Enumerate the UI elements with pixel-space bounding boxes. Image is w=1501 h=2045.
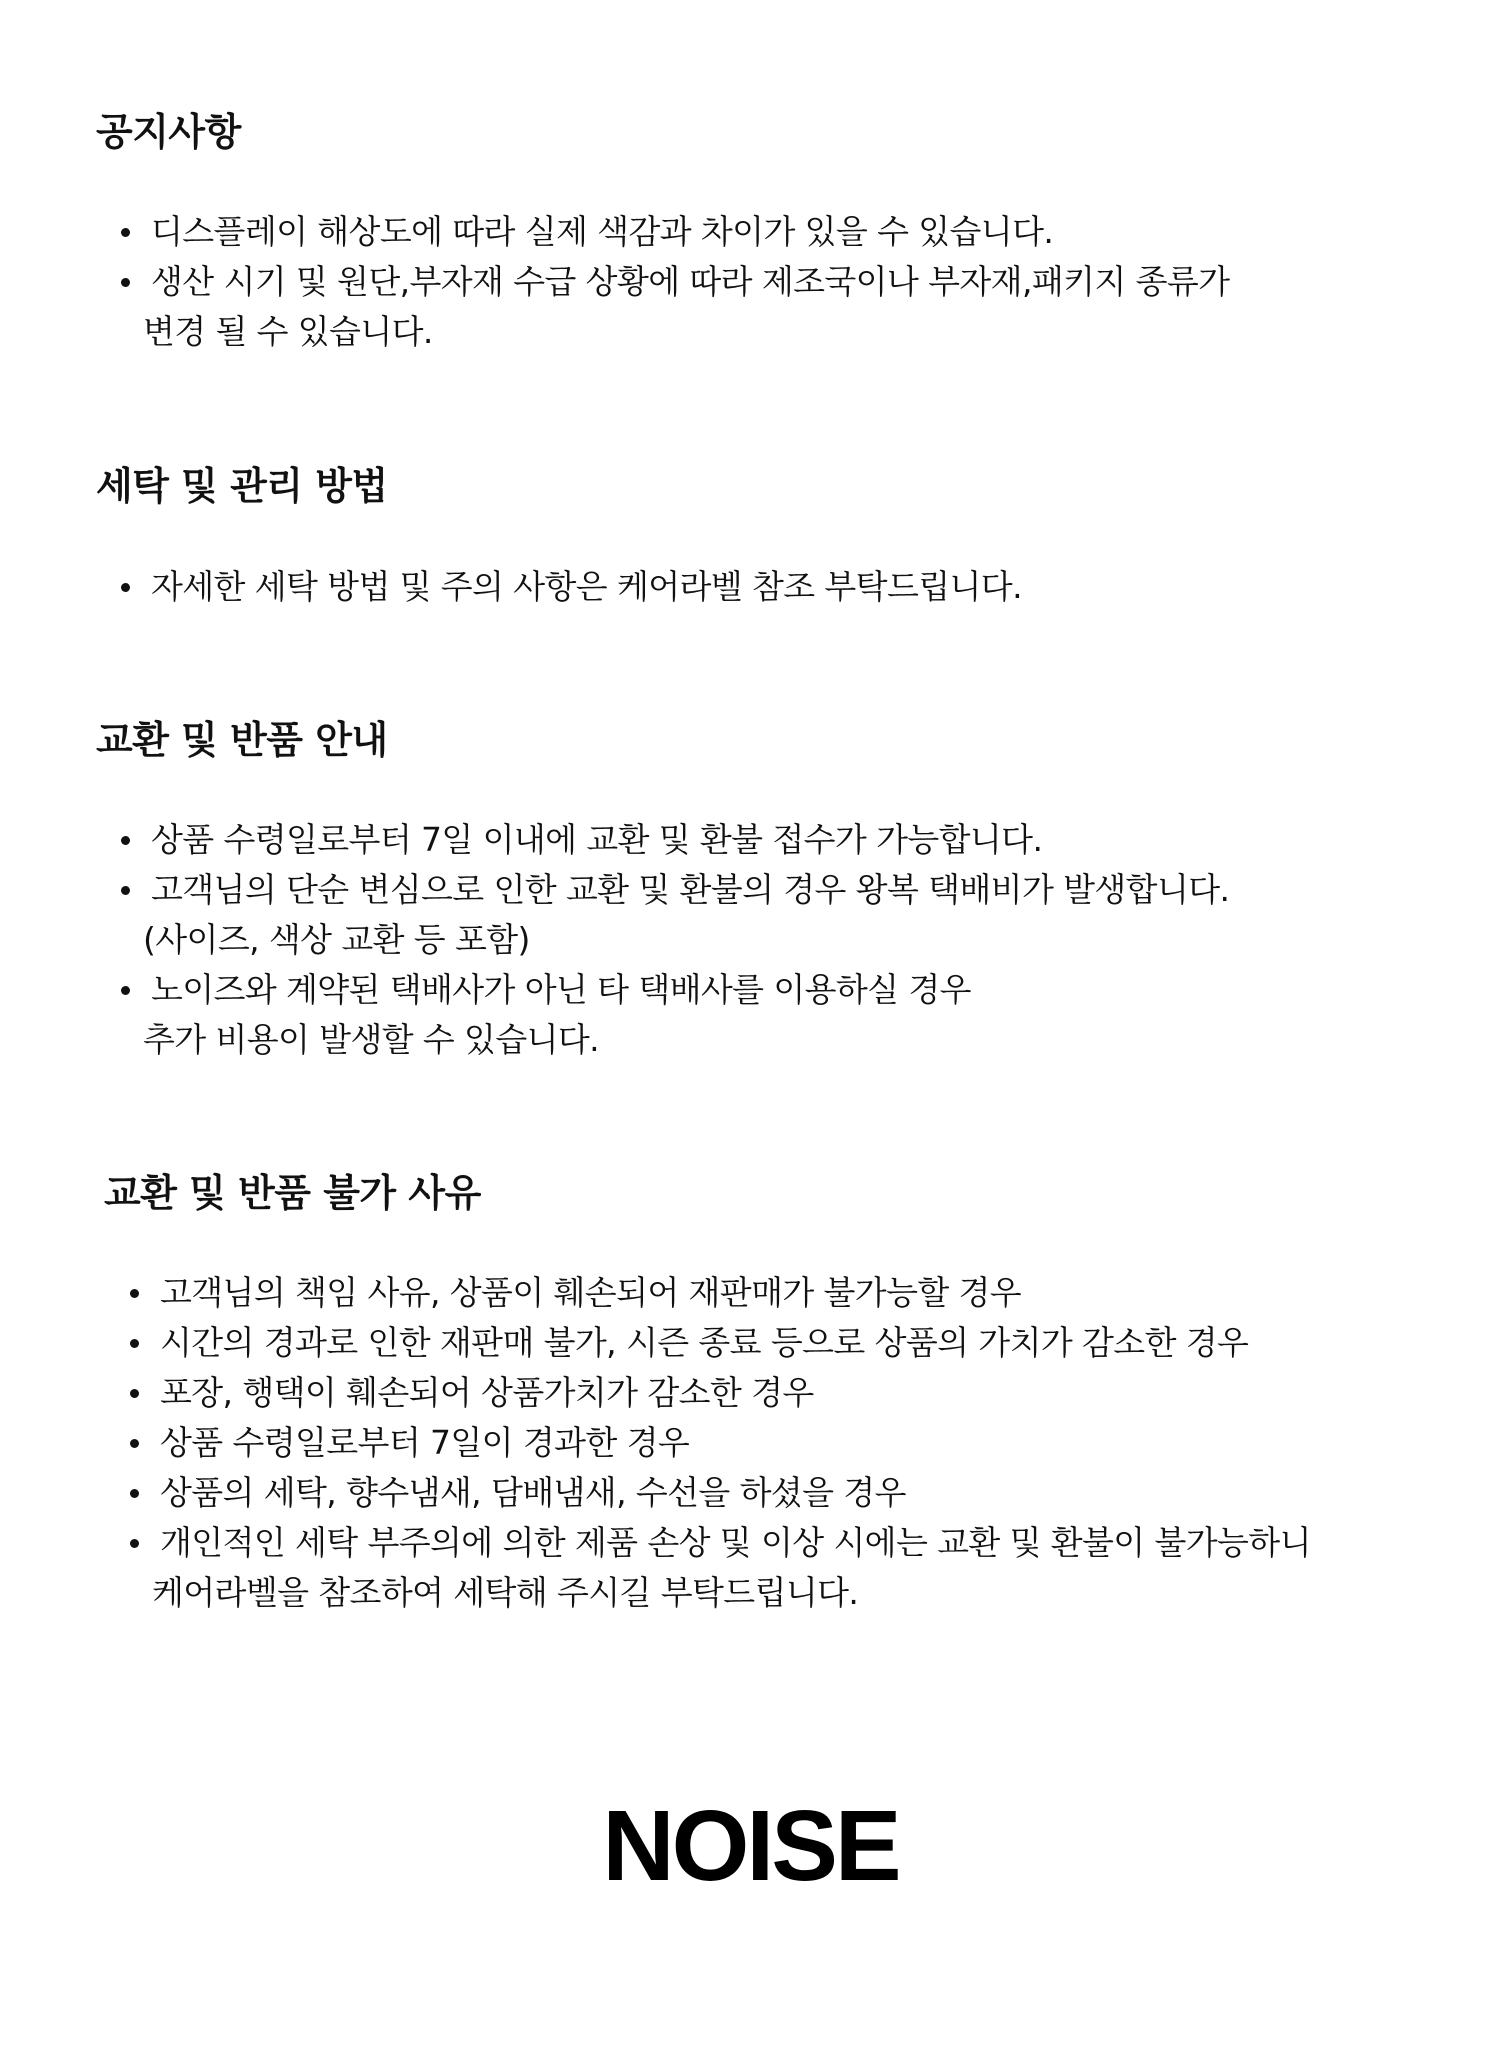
list-item-text: 생산 시기 및 원단,부자재 수급 상황에 따라 제조국이나 부자재,패키지 종류가	[151, 262, 1230, 301]
list-item-continuation: (사이즈, 색상 교환 등 포함)	[143, 920, 530, 959]
list-item-text: 개인적인 세탁 부주의에 의한 제품 손상 및 이상 시에는 교환 및 환불이 불가능하니	[160, 1523, 1311, 1562]
list-item	[151, 562, 1022, 612]
list-item	[143, 257, 1230, 357]
list-item-continuation: 추가 비용이 발생할 수 있습니다.	[143, 1020, 600, 1059]
section-title-exchange: 교환 및 반품 안내	[96, 718, 388, 762]
exchange-list	[143, 815, 1230, 1065]
list-item-text: 상품의 세탁, 향수냄새, 담배냄새, 수선을 하셨을 경우	[160, 1473, 906, 1512]
list-item	[160, 1268, 1311, 1318]
list-item	[151, 207, 1229, 257]
list-item	[151, 815, 1229, 865]
list-item-text: 시간의 경과로 인한 재판매 불가, 시즌 종료 등으로 상품의 가치가 감소한 경우	[160, 1323, 1249, 1362]
list-item	[152, 1518, 1311, 1618]
list-item-text: 노이즈와 계약된 택배사가 아닌 타 택배사를 이용하실 경우	[151, 970, 971, 1009]
care-list	[151, 562, 1022, 612]
notice-list	[143, 207, 1230, 357]
list-item-text: 고객님의 단순 변심으로 인한 교환 및 환불의 경우 왕복 택배비가 발생합니다.	[151, 870, 1230, 909]
brand-logo: NOISE	[602, 1790, 899, 1902]
list-item-continuation: 변경 될 수 있습니다.	[143, 312, 433, 351]
list-item-text: 고객님의 책임 사유, 상품이 훼손되어 재판매가 불가능할 경우	[160, 1273, 1022, 1312]
list-item-text: 상품 수령일로부터 7일 이내에 교환 및 환불 접수가 가능합니다.	[151, 820, 1043, 859]
list-item-text: 디스플레이 해상도에 따라 실제 색감과 차이가 있을 수 있습니다.	[151, 212, 1054, 251]
no-exchange-list	[152, 1268, 1311, 1618]
list-item	[160, 1418, 1311, 1468]
list-item	[160, 1318, 1311, 1368]
list-item	[160, 1468, 1311, 1518]
list-item-text: 자세한 세탁 방법 및 주의 사항은 케어라벨 참조 부탁드립니다.	[151, 567, 1022, 606]
list-item	[143, 865, 1230, 965]
list-item	[160, 1368, 1311, 1418]
section-title-notice: 공지사항	[96, 110, 241, 154]
section-title-care: 세탁 및 관리 방법	[96, 464, 388, 508]
list-item-text: 상품 수령일로부터 7일이 경과한 경우	[160, 1423, 690, 1462]
list-item-continuation: 케어라벨을 참조하여 세탁해 주시길 부탁드립니다.	[152, 1573, 859, 1612]
section-title-no-exchange: 교환 및 반품 불가 사유	[104, 1171, 481, 1215]
list-item-text: 포장, 행택이 훼손되어 상품가치가 감소한 경우	[160, 1373, 814, 1412]
list-item	[143, 965, 1229, 1065]
